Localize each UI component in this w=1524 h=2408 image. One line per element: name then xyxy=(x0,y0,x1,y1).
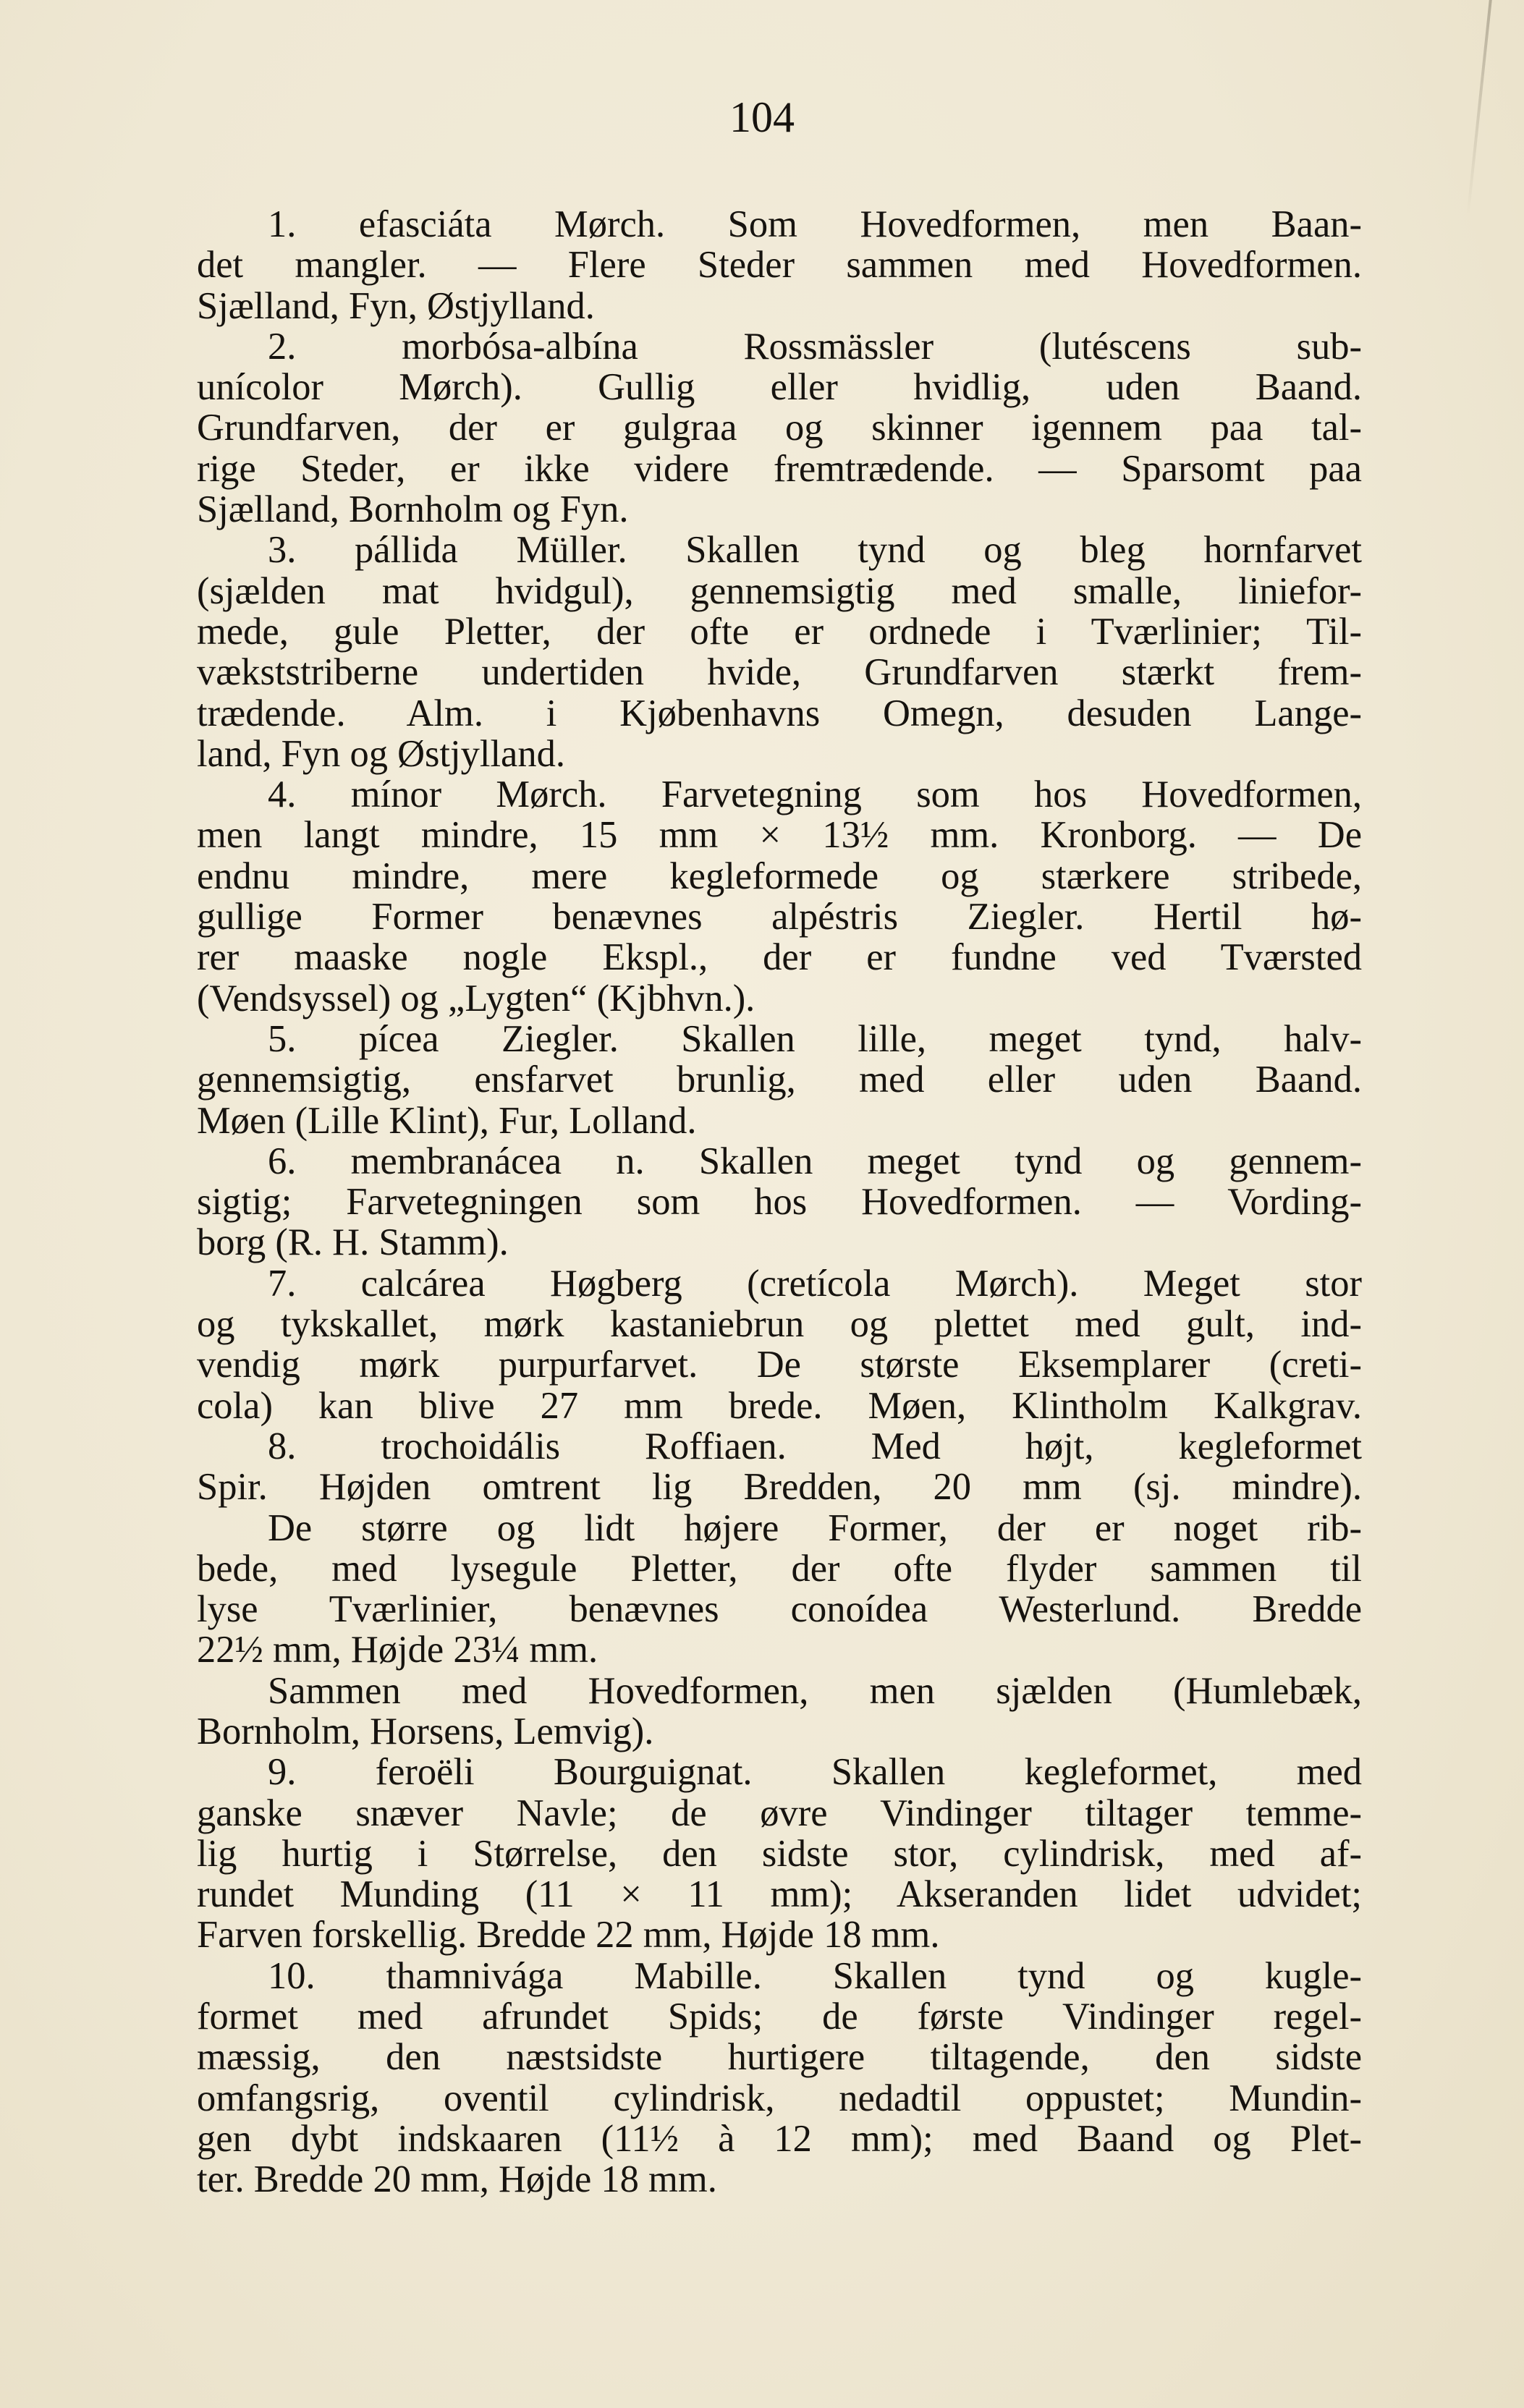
text-line: ter. Bredde 20 mm, Højde 18 mm. xyxy=(197,2158,717,2201)
text-line: Sjælland, Fyn, Østjylland. xyxy=(197,284,595,327)
body-text xyxy=(197,204,1362,2200)
text-line: 4. mínor Mørch. Farvetegning som hos Hovedformen, xyxy=(268,773,1362,816)
text-line: gennemsigtig, ensfarvet brunlig, med eller uden Baand. xyxy=(197,1059,1362,1101)
text-line: mede, gule Pletter, der ofte er ordnede i Tværlinier; Til- xyxy=(197,610,1362,653)
text-line: mæssig, den næstsidste hurtigere tiltagende, den sidste xyxy=(197,2036,1362,2079)
text-line: Farven forskellig. Bredde 22 mm, Højde 18 mm. xyxy=(197,1914,940,1956)
text-line: endnu mindre, mere kegleformede og stærkere stribede, xyxy=(197,855,1362,897)
text-line: sigtig; Farvetegningen som hos Hovedformen. — Vording- xyxy=(197,1181,1362,1224)
text-line: 6. membranácea n. Skallen meget tynd og gennem- xyxy=(268,1140,1362,1182)
text-line: (sjælden mat hvidgul), gennemsigtig med smalle, liniefor- xyxy=(197,569,1362,612)
text-line: Bornholm, Horsens, Lemvig). xyxy=(197,1710,654,1752)
text-line: land, Fyn og Østjylland. xyxy=(197,732,565,775)
text-line: gullige Former benævnes alpéstris Ziegler. Hertil hø- xyxy=(197,896,1362,938)
text-line: Grundfarven, der er gulgraa og skinner igennem paa tal- xyxy=(197,407,1362,449)
text-line: 3. pállida Müller. Skallen tynd og bleg hornfarvet xyxy=(268,529,1362,572)
text-line: Sammen med Hovedformen, men sjælden (Humlebæk, xyxy=(268,1669,1362,1712)
text-line: omfangsrig, oventil cylindrisk, nedadtil oppustet; Mundin- xyxy=(197,2077,1362,2119)
text-line: 22½ mm, Højde 23¼ mm. xyxy=(197,1629,598,1671)
page-number: 104 xyxy=(729,93,795,141)
text-line: Spir. Højden omtrent lig Bredden, 20 mm (sj. mindre). xyxy=(197,1466,1362,1509)
text-line: lyse Tværlinier, benævnes conoídea Westerlund. Bredde xyxy=(197,1588,1362,1631)
text-line: 5. pícea Ziegler. Skallen lille, meget tynd, halv- xyxy=(268,1017,1362,1060)
text-line: De større og lidt højere Former, der er noget rib- xyxy=(268,1506,1362,1549)
text-line: 9. feroëli Bourguignat. Skallen kegleformet, med xyxy=(268,1751,1362,1794)
text-line: cola) kan blive 27 mm brede. Møen, Klintholm Kalkgrav. xyxy=(197,1384,1362,1427)
text-line: (Vendsyssel) og „Lygten“ (Kjbhvn.). xyxy=(197,977,755,1019)
text-line: bede, med lysegule Pletter, der ofte flyder sammen til xyxy=(197,1547,1362,1590)
text-line: formet med afrundet Spids; de første Vindinger regel- xyxy=(197,1996,1362,2038)
text-line: men langt mindre, 15 mm × 13½ mm. Kronborg. — De xyxy=(197,814,1362,857)
text-line: 1. efasciáta Mørch. Som Hovedformen, men Baan- xyxy=(268,203,1362,245)
text-line: rundet Munding (11 × 11 mm); Akseranden lidet udvidet; xyxy=(197,1873,1362,1916)
text-line: rer maaske nogle Ekspl., der er fundne ved Tværsted xyxy=(197,936,1362,979)
text-line: Sjælland, Bornholm og Fyn. xyxy=(197,488,629,531)
text-line: 8. trochoidális Roffiaen. Med højt, kegleformet xyxy=(268,1425,1362,1467)
text-line: og tykskallet, mørk kastaniebrun og plettet med gult, ind- xyxy=(197,1303,1362,1346)
text-line: 10. thamnivága Mabille. Skallen tynd og kugle- xyxy=(268,1954,1362,1997)
text-line: gen dybt indskaaren (11½ à 12 mm); med Baand og Plet- xyxy=(197,2117,1362,2160)
text-line: lig hurtig i Størrelse, den sidste stor, cylindrisk, med af- xyxy=(197,1832,1362,1875)
text-line: ganske snæver Navle; de øvre Vindinger tiltager temme- xyxy=(197,1792,1362,1834)
text-line: unícolor Mørch). Gullig eller hvidlig, uden Baand. xyxy=(197,366,1362,409)
text-line: Møen (Lille Klint), Fur, Lolland. xyxy=(197,1099,697,1142)
text-line: 2. morbósa-albína Rossmässler (lutéscens sub- xyxy=(268,325,1362,368)
text-line: trædende. Alm. i Kjøbenhavns Omegn, desuden Lange- xyxy=(197,692,1362,734)
text-line: vækststriberne undertiden hvide, Grundfarven stærkt frem- xyxy=(197,651,1362,694)
text-line: det mangler. — Flere Steder sammen med Hovedformen. xyxy=(197,244,1362,287)
text-line: vendig mørk purpurfarvet. De største Eksemplarer (creti- xyxy=(197,1344,1362,1386)
text-line: borg (R. H. Stamm). xyxy=(197,1221,509,1264)
text-line: rige Steder, er ikke videre fremtrædende. — Sparsomt paa xyxy=(197,447,1362,490)
text-line: 7. calcárea Høgberg (cretícola Mørch). Meget stor xyxy=(268,1262,1362,1305)
